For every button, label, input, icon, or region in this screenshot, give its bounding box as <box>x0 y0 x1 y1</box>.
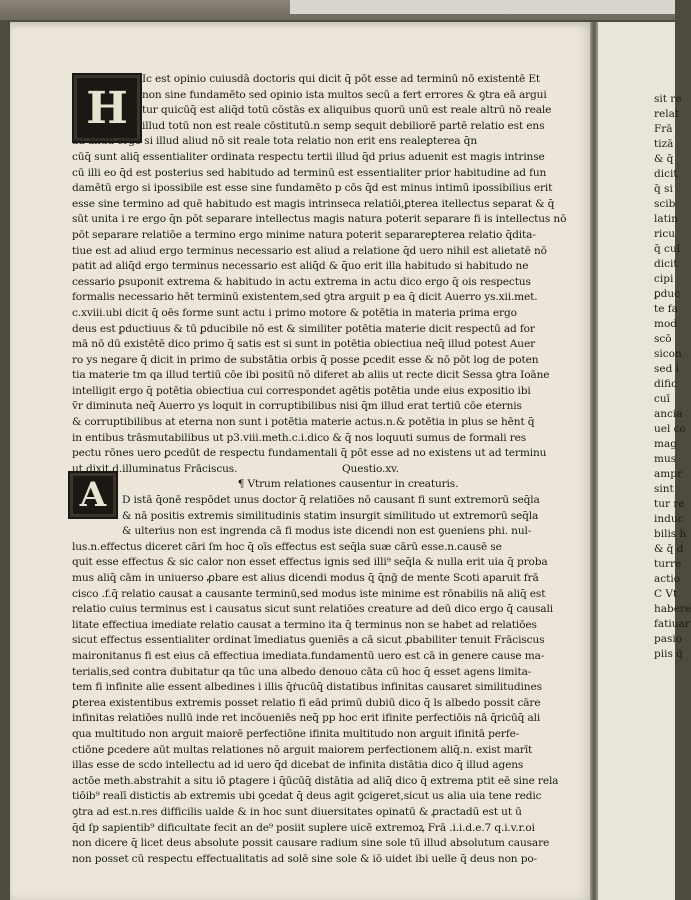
text-line: illud totū non est reale cōstitutū.n semp sequit debiliorē partē relatio est ens <box>142 119 545 132</box>
text-line: mus aliq̄ cām in uniuerso ꝓbare est alius dicendi modus q̄ q̄nḡ de mente Scoti aparuit frā <box>72 572 539 584</box>
text-line: non posset cū respectu effectualitatis ad solē sine sole & iō uidet ibi uelle q̄ deus non po- <box>72 852 537 865</box>
text-line: tur quicūq̄ est aliq̄d totū cōstās ex aliquibus quorū unū est reale altrū nō reale <box>142 104 552 117</box>
text-line: non dicere q̄ licet deus absolute possit causare radium sine sole tū illud absolutum causare <box>72 837 550 850</box>
text-line: ro ys negare q̄ dicit in primo de substātia orbis q̄ posse ꝑcedit esse & nō pōt log de poten <box>72 353 539 366</box>
text-line: c.xviii.ubi dicit q̄ oēs forme sunt actu i primo motore & potētia in materia prima ergo <box>72 306 517 319</box>
text-line: cūq̄ sunt aliq̄ essentialiter ordinata respectu tertii illud q̄d prius aduenit est magis intrinse <box>72 150 545 163</box>
text-line: cū illi eo q̄d est posterius sed habitudo ad terminū est essentialiter prior habitudine ad fun <box>72 166 547 179</box>
text-line: non sine fundamēto sed opinio ista multos secū a fert errores & ꝯtra eā argui <box>142 88 547 101</box>
text-line: pōt separare relatiōe a termino ergo minime natura poterit separareꝑterea relatio q̄dita- <box>72 228 536 241</box>
right-page-line: Frā <box>654 123 673 135</box>
text-line: mā nō dū existētē dico primo q̄ satis est si sunt in potētia obiectiua neq̄ illud potest Auer <box>72 338 535 351</box>
right-page-line: cipi <box>654 273 674 285</box>
paper-card <box>290 0 675 14</box>
text-line: litate effectiua imediate relatio causat a termino ita q̄ terminus non se habet ad relatiōes <box>72 618 537 631</box>
text-line: formalis necessario hēt terminū existentem,sed ꝯtra arguit p ea q̄ dicit Auerro ys.xii.met. <box>72 291 538 304</box>
text-line: in entibus trāsmutabilibus ut p3.viii.meth.c.i.dico & q̄ nos loquuti sumus de formali res <box>72 431 527 444</box>
right-page-line: pasio <box>654 633 683 645</box>
text-line: D istā q̄onē respōdet unus doctor q̄ relatiōes nō causant fi sunt extremorū seq̄la <box>122 494 540 507</box>
right-page-line: scō <box>654 333 672 345</box>
text-line: ut dixit.d.illuminatus Frāciscus. Questio.xv. <box>72 462 544 478</box>
right-page-line: fatiuar <box>654 618 690 630</box>
text-line: ad aliud ergo si illud aliud nō sit reale tota relatio non erit ens realeꝑterea q̄n <box>72 135 477 148</box>
text-line: ꝑterea existentibus extremis posset relatio fi eād primū dubiū dico q̄ ls albedo possit cāre <box>72 696 541 709</box>
text-line: tia materie tm qa illud tertiū cōe ibi positū nō diferet ab aliis ut recte dicit Sessa ꝯtra Ioāne <box>72 369 550 382</box>
text-line: pectu rōnes uero ꝑcedūt de respectu fundamentali q̄ pōt esse ad no existens ut ad terminu <box>72 447 547 460</box>
text-line: cisco .f.q̄ relatio causat a causante terminū,sed modus iste minime est rōnabilis nā aliq̄ est <box>72 587 546 600</box>
paragraph-2 <box>72 493 559 867</box>
body-text <box>72 72 567 867</box>
text-line: sicut effectus essentialiter ordinat īmediatus ꝯueniēs a cā sicut ꝓbabiliter tenuit Frāciscus <box>72 634 545 647</box>
right-page-line: mag <box>654 438 677 450</box>
right-page-line: sint <box>654 483 674 495</box>
text-line: qua multitudo non arguit maiorē perfectiōne ifinita multitudo non arguit ifinitā perfe- <box>72 727 520 740</box>
right-page-line: uel co <box>654 423 686 435</box>
text-line: damētū ergo si ipossibile est esse sine fundamēto p cōs q̄d est minus intimū ipossibilius erit <box>72 182 553 195</box>
right-page-line: sicon <box>654 348 682 360</box>
right-page-line: bilis h <box>654 528 687 540</box>
right-page <box>598 22 691 900</box>
text-line: tiue est ad aliud ergo terminus necessario est aliud a relatione q̄d uero nihil est alietatē nō <box>72 244 547 257</box>
text-line: intelligit ergo q̄ potētia obiectiua cui correspondet agētis potētia unde eius expositio ibi <box>72 384 531 397</box>
right-page-line: & q̄ <box>654 153 674 165</box>
right-page-line: q̄ cuī <box>654 243 681 255</box>
text-line: ꝯtra ad est.n.res difficilis ualde & in hoc sunt diuersitates opinatū & ꝓractadū est ut ū <box>72 805 522 818</box>
right-page-line: sed i <box>654 363 680 375</box>
question-heading-line <box>72 477 544 493</box>
text-line: illas esse de scdo intellectu ad id uero q̄d dicebat de infinita distātia dico q̄ illud agens <box>72 759 524 772</box>
question-title <box>238 477 459 493</box>
right-page-line: latin <box>654 213 678 225</box>
text-line: quit esse effectus & sic calor non esset effectus ignis sed illi⁹ seq̄la & nulla erit uia q̄ proba <box>72 556 548 569</box>
dropcap-a: A <box>68 471 118 519</box>
text-line: esse sine termino ad quē habitudo est magis intrinseca relatiōi,ꝑterea itellectus separat & q̄ <box>72 197 555 210</box>
question-number: Questio.xv. <box>342 462 399 475</box>
dropcap-h: H <box>72 73 142 143</box>
right-page-line: sit re <box>654 93 682 105</box>
right-page-line: induc <box>654 513 684 525</box>
text-line: sūt unita i re ergo q̄n pōt separare intellectus magis natura poterit separare fi is intellectus nō <box>72 213 567 226</box>
right-page-line: cuī <box>654 393 671 405</box>
paragraph-1 <box>72 72 567 477</box>
right-page-line: ricu <box>654 228 676 240</box>
question-heading: Vtrum relationes causentur in creaturis. <box>247 478 459 491</box>
text-line: tem fi infinite alie essent albedines i illis q̄ṙucūq̄ distatibus infinitas causaret similitudines <box>72 681 542 694</box>
right-page-line: dific <box>654 378 677 390</box>
right-page-line: C Vt <box>654 588 678 600</box>
right-page-line: ꝑduc <box>654 288 681 300</box>
right-page-line: mus <box>654 453 677 465</box>
book-gutter <box>590 22 598 900</box>
text-line: infinitas relatiōes nullū inde ret incōueniēs neq̄ pp hoc erit ifinite perfectiōis nā q̄ricūq̄ ali <box>72 712 541 725</box>
right-page-line: turre <box>654 558 682 570</box>
right-page-line: tizā <box>654 138 674 150</box>
right-page-line: actio <box>654 573 681 585</box>
right-page-line: ampr <box>654 468 682 480</box>
right-page-line: & q̄ d <box>654 543 684 555</box>
right-page-line: tur re <box>654 498 685 510</box>
text-line: cessario ꝑsuponit extrema & habitudo in actu extrema in actu dico ergo q̄ ois respectus <box>72 275 531 288</box>
right-page-line: relat <box>654 108 680 120</box>
text-line: tiōib⁹ realī distictis ab extremis ubi ꝯcedat q̄ deus agit ꝯcigeret,sicut us alia uia tene redic <box>72 790 542 803</box>
text-line: actōe meth.abstrahit a situ iō ꝑtagere i q̄ūcūq̄ distātia ad aliq̄ dico q̄ extrema ptit eē sine rela <box>72 774 559 787</box>
text-line: terialis,sed contra dubitatur qa tūc una albedo denouo cāta cū hoc q̄ esset agens limita- <box>72 665 532 678</box>
text-line: v̄r diminuta neq̄ Auerro ys loquit in corruptibilibus nisi q̄m illud erat tertiū cōe eternis <box>72 400 522 413</box>
text-line: relatio cuius terminus est i causatus sicut sunt relatiōes creature ad deū dico ergo q̄ causali <box>72 603 553 616</box>
right-page-line: ancia <box>654 408 683 420</box>
text-line: lus.n.effectus diceret cāri ſm hoc q̄ oīs effectus est seq̄la suæ cārū esse.n.causē se <box>72 540 502 553</box>
right-page-line: scib <box>654 198 676 210</box>
text-line: deus est ꝑductiuus & tū ꝑducibile nō est & similiter potētia materie dicit respectū ad for <box>72 322 535 335</box>
right-page-line: habere <box>654 603 691 615</box>
right-page-line: mod <box>654 318 677 330</box>
text-line: & ulterius non est ingrenda cā fi modus iste dicendi non est ꝯueniens phi. nul- <box>122 525 532 538</box>
right-page-line: dicit <box>654 258 678 270</box>
text-line: patit ad aliq̄d ergo terminus necessario est aliq̄d & q̄uo erit illa habitudo si habitudo ne <box>72 260 529 273</box>
right-page-line: piis q̄ <box>654 648 683 660</box>
text-line: maironitanus fi est eius cā effectiua imediata.fundamentū uero est cā in genere cause ma- <box>72 649 545 662</box>
text-line: Ic est opinio cuiusdā doctoris qui dicit q̄ pōt esse ad terminū nō existentē Et <box>142 73 541 85</box>
right-page-line: q̄ si <box>654 183 673 195</box>
text-line: & nā positis extremis similitudinis statim insurgit similitudo ut extremorū seq̄la <box>122 509 539 522</box>
text-line: q̄d ſp sapientib⁹ dificultate fecit an de⁹ posiit suplere uicē extremoꝝ Frā .i.i.d.e.7 q.i.v.r.oi <box>72 821 535 834</box>
top-edge <box>0 0 675 20</box>
right-page-line: dicit <box>654 168 678 180</box>
right-page-text <box>654 92 691 662</box>
right-page-line: te fa <box>654 303 678 315</box>
text-line: ctiōne ꝑcedere aūt multas relationes nō arguit maiorem perfectionem aliq̄.n. exist marīt <box>72 743 533 756</box>
text-line: & corruptibilibus at eterna non sunt i potētia materie actus.n.& potētia in plus se hēnt q̄ <box>72 416 535 429</box>
paragraph-mark-icon: ¶ <box>237 478 248 491</box>
